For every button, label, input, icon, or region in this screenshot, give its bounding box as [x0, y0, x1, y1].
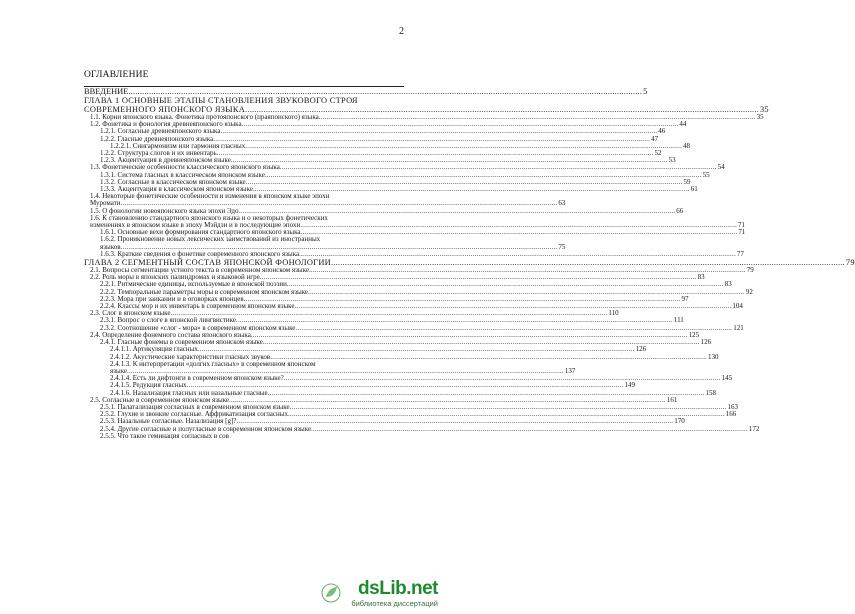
- leader-dots: [128, 87, 642, 96]
- toc-entry-title: 1.2.3. Акцентуация в древнеяпонском языке: [100, 156, 231, 165]
- toc-entry-page: 166: [725, 410, 737, 419]
- toc-entry-title: 2.4.1.6. Назализация гласных или назальные гласные: [110, 388, 268, 397]
- toc-entry-title: 1.3.1. Система гласных в классическом японском языке: [100, 170, 265, 179]
- toc-entry-title: 2.5.1. Палатализация согласных в современном японском языке: [100, 402, 290, 411]
- toc-entry-page: 47: [651, 134, 659, 143]
- toc-entry-title: 2.3.1. Вопрос о слоге в японской лингвистике: [100, 316, 237, 325]
- leader-dots: [270, 354, 707, 361]
- toc-entry-title: 1.6.1. Основные вехи формирования стандартного японского языка: [100, 228, 301, 237]
- toc-entry-page: 97: [681, 294, 689, 303]
- toc-entry-title-cont: изменениях в японском языке в эпоху Мэйдзи и в последующие эпохи: [90, 221, 301, 230]
- toc-entry-page: 149: [624, 381, 635, 390]
- toc-entry-page: 170: [674, 417, 685, 426]
- toc-entry-page: 79: [746, 266, 754, 275]
- toc-entry-title: 1.2.2.1. Сингармонизм или гармония гласных: [110, 141, 246, 150]
- toc-entry-page: 137: [564, 366, 576, 375]
- page-number: 2: [399, 26, 404, 37]
- toc-entry-title: 2.4.1. Гласные фонемы в современном японском языке: [100, 338, 263, 347]
- toc-entry-title: 2.2.4. Классы мор и их инвентарь в современном японском языке: [100, 302, 295, 311]
- toc-entry-title: 2.2.3. Мора при заикании и в оговорках японцев: [100, 294, 244, 303]
- toc-entry-title: 1.2. Фонетика и фонология древнеяпонского языка: [90, 120, 242, 129]
- toc-entry-page: 75: [558, 242, 566, 251]
- toc-entry-title: 2.5.4. Другие согласные и полугласные в современном японском языке: [100, 424, 312, 433]
- toc-entry-page: 54: [717, 163, 725, 172]
- toc-entry: [84, 235, 566, 251]
- toc-entry-title: 2.2.2. Темпоральные параметры моры в современном японском языке: [100, 287, 309, 296]
- watermark-brand: dsLib.net: [358, 578, 438, 599]
- toc-entry-title: 2.2.1. Ритмические единицы, используемые в японской поэзии: [100, 280, 287, 289]
- toc-entry-title: 2.5.3. Назальные согласные. Назализация [g]?: [100, 417, 237, 426]
- toc-entry-title: 1.2.2. Структура слогов и их инвентарь: [100, 149, 217, 158]
- toc-entry-page: 52: [654, 149, 662, 158]
- toc-entry-title: 2.1. Вопросы сегментации устного текста в современном японском языке: [90, 266, 309, 275]
- toc-entry-title-cont: языков: [100, 242, 121, 251]
- toc-entry-title: СОВРЕМЕННОГО ЯПОНСКОГО ЯЗЫКА: [84, 105, 246, 114]
- toc-entry: [84, 249, 744, 258]
- toc-entry-page: 110: [608, 309, 619, 318]
- toc-entry-title: 1.3.3. Акцентуация в классическом японском языке: [100, 185, 253, 194]
- toc-entry-title: 2.4. Определение фонемного состава японского языка: [90, 330, 251, 339]
- toc-entry-title: 2.4.1.4. Есть ли дифтонги в современном японском языке?: [110, 374, 284, 383]
- toc-entry-page: 44: [679, 120, 687, 129]
- toc-entry-page: 35: [759, 105, 769, 114]
- toc-entry-title: 1.6.2. Проникновение новых лексических заимствований из иностранных: [100, 235, 321, 244]
- leader-dots: [301, 229, 738, 236]
- toc-entry-page: 35: [756, 113, 764, 121]
- toc-entry-page: 63: [558, 199, 566, 208]
- leader-dots: [299, 251, 736, 258]
- toc-entry-page: 111: [673, 316, 684, 325]
- toc-entry-page: 130: [708, 352, 719, 361]
- toc-entry-title: 1.6.3. Краткие сведения о фонетике современного японского языка: [100, 249, 300, 258]
- toc-entry-title: 2.2. Роль моры в японских палиндромах и языковой игре: [90, 273, 260, 282]
- toc-entry: [84, 96, 404, 105]
- toc-entry-page: 59: [683, 177, 691, 186]
- watermark-tagline: библиотека диссертаций: [351, 599, 438, 608]
- toc-entry-page: 145: [721, 374, 733, 383]
- toc-entry: [84, 213, 746, 230]
- toc-entry-title: 1.6. К становлению стандартного японского языка и о некоторых фонетических: [90, 213, 328, 222]
- toc-entry-page: 121: [733, 323, 744, 332]
- toc-entry-title: 2.4.1.2. Акустические характеристики гласных звуков: [110, 352, 271, 361]
- toc-entry: [84, 192, 566, 208]
- toc-entry-title: 1.3.2. Согласные в классическом японском языке: [100, 177, 246, 186]
- toc-entry-title: 2.4.1.3. К интерпретации «долгих гласных» в современном японском: [110, 359, 316, 368]
- toc-entry-title: 2.5.5. Что такое геминация согласных в сов: [100, 431, 229, 440]
- toc-entry-title-cont: языке: [110, 366, 128, 375]
- toc-entry-title: ГЛАВА 1 ОСНОВНЫЕ ЭТАПЫ СТАНОВЛЕНИЯ ЗВУКОВОГО СТРОЯ: [84, 96, 358, 105]
- toc-entry-title: 1.4. Некоторые фонетические особенности и изменения в японском языке эпохи: [90, 192, 330, 201]
- table-of-contents: [84, 86, 855, 440]
- toc-heading: ОГЛАВЛЕНИЕ: [84, 70, 149, 80]
- toc-entry-page: 71: [738, 228, 746, 237]
- toc-entry-title: 1.1. Корни японского языка. Фонетика протояпонского (праяпонского) языка: [90, 113, 319, 121]
- toc-entry-title: 1.5. О фонологии новояпонского языка эпохи Эдо: [90, 206, 239, 215]
- toc-entry: [84, 433, 404, 440]
- toc-entry-page: 158: [705, 388, 716, 397]
- toc-entry-page: 163: [727, 402, 738, 411]
- toc-entry-page: 92: [745, 287, 753, 296]
- toc-entry-title: 2.3.2. Соотношение «слог - мора» в современном японском языке: [100, 323, 296, 332]
- toc-entry-page: 126: [700, 338, 712, 347]
- toc-entry-title-cont: Муромати: [90, 199, 121, 208]
- toc-entry-title: 1.3. Фонетические особенности классического японского языка: [90, 163, 280, 172]
- toc-entry-page: 5: [643, 87, 648, 96]
- toc-entry-page: 79: [845, 258, 855, 268]
- toc-entry-title: 1.2.1. Согласные древнеяпонского языка: [100, 127, 221, 136]
- toc-entry-title: 2.4.1.5. Редукция гласных: [110, 381, 187, 390]
- leader-dots: [311, 426, 748, 433]
- toc-entry-title: 2.4.1.1. Артикуляция гласных: [110, 345, 198, 354]
- toc-entry-page: 172: [748, 424, 760, 433]
- watermark: [320, 578, 440, 608]
- toc-entry-page: 48: [683, 141, 691, 150]
- toc-entry-title: 2.3. Слог в японском языке: [90, 309, 171, 318]
- toc-entry-page: 161: [666, 395, 678, 404]
- toc-entry: [84, 359, 576, 375]
- toc-entry-title: 1.2.2. Гласные древнеяпонского языка: [100, 134, 214, 143]
- toc-entry-page: 126: [635, 345, 647, 354]
- toc-entry-title: 2.5.2. Глухие и звонкие согласные. Аффрикатизация согласных: [100, 410, 288, 419]
- toc-entry-page: 66: [676, 206, 684, 215]
- toc-entry-page: 83: [724, 280, 732, 289]
- toc-entry-page: 53: [668, 156, 676, 165]
- toc-entry-page: 55: [702, 170, 710, 179]
- toc-entry-title: 2.5. Согласные в современном японском языке: [90, 395, 230, 404]
- toc-entry-page: 77: [736, 249, 744, 258]
- toc-entry-page: 83: [697, 273, 705, 282]
- toc-entry-title: ГЛАВА 2 СЕГМЕНТНЫЙ СОСТАВ ЯПОНСКОЙ ФОНОЛОГИИ: [84, 258, 332, 268]
- toc-entry-page: 125: [688, 330, 700, 339]
- toc-entry-page: 71: [738, 221, 746, 230]
- leaf-logo-icon: [320, 582, 342, 604]
- toc-entry-page: 46: [658, 127, 666, 136]
- toc-entry: [84, 86, 648, 96]
- toc-entry-page: 61: [690, 185, 698, 194]
- toc-entry-title: ВВЕДЕНИЕ: [84, 87, 129, 96]
- toc-entry-page: 104: [732, 302, 743, 311]
